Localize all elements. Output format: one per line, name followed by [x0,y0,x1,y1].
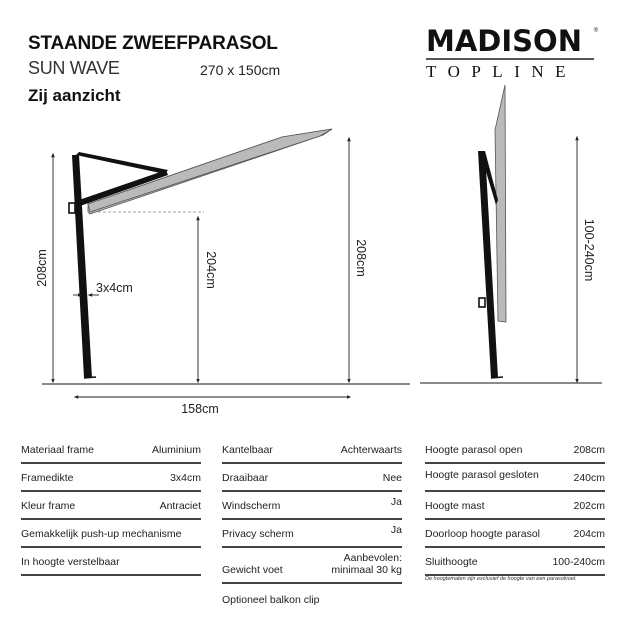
registered-mark: ® [593,28,598,34]
spec-value: Ja [390,524,402,536]
spec-row [222,492,402,520]
product-subtitle: SUN WAVE [28,58,120,78]
spec-label: Materiaal frame [21,444,94,456]
arm-top [76,152,168,174]
spec-label: Hoogte parasol gesloten [425,469,539,481]
spec-label: Sluithoogte [425,556,478,568]
closed-mast [478,151,498,378]
dim-clearance-label: 204cm [204,251,218,289]
spec-row [425,548,605,576]
product-size: 270 x 150cm [200,62,281,78]
spec-label: Kleur frame [21,500,76,512]
closed-parasol [478,85,506,378]
spec-label: Optioneel balkon clip [222,594,320,606]
brand-line: TOPLINE [426,61,578,81]
spec-value-line1: Aanbevolen: [343,552,402,564]
spec-value: 100-240cm [552,556,605,568]
view-label: Zij aanzicht [28,86,121,105]
spec-label: Hoogte mast [425,500,485,512]
specs-column-2 [222,436,402,612]
spec-row [21,464,201,492]
spec-value: Achterwaarts [340,444,402,456]
dim-thickness-label: 3x4cm [96,281,133,295]
spec-value: 204cm [573,528,605,540]
spec-row [222,436,402,464]
spec-value: 202cm [573,500,605,512]
specs-column-3 [425,436,605,576]
spec-label: Gewicht voet [222,564,283,576]
dim-height-right-label: 208cm [354,239,368,277]
spec-row [21,520,201,548]
spec-row [425,520,605,548]
spec-label: Windscherm [222,500,281,512]
spec-row [425,492,605,520]
spec-label: Doorloop hoogte parasol [425,528,540,540]
brand-name: MADISON [426,24,582,58]
spec-label: Hoogte parasol open [425,444,523,456]
spec-row [222,464,402,492]
spec-label: In hoogte verstelbaar [21,556,120,568]
spec-row [21,492,201,520]
spec-value: Aluminium [151,444,201,456]
closed-canopy [495,85,506,322]
spec-value: Ja [390,496,402,508]
dim-closed-height-label: 100-240cm [582,218,596,282]
spec-label: Gemakkelijk push-up mechanisme [21,528,182,540]
spec-row [222,584,402,612]
spec-row [222,548,402,584]
spec-value-line2: minimaal 30 kg [331,564,402,576]
spec-row [425,464,605,492]
spec-value: Antraciet [159,500,201,512]
product-title: STAANDE ZWEEFPARASOL [28,33,278,54]
spec-label: Kantelbaar [222,444,273,456]
dim-width-label: 158cm [181,402,219,416]
spec-value: 3x4cm [170,472,201,484]
spec-value: 208cm [573,444,605,456]
spec-value [331,552,402,576]
spec-row [222,520,402,548]
specs-column-1 [21,436,201,576]
spec-value: Nee [382,472,402,484]
spec-label: Framedikte [21,472,74,484]
spec-row [21,548,201,576]
open-parasol [69,129,332,378]
bracket [69,203,75,213]
spec-row [425,436,605,464]
spec-label: Draaibaar [222,472,269,484]
spec-value: 240cm [573,472,605,484]
spec-label: Privacy scherm [222,528,294,540]
mast [72,155,92,378]
closed-bracket [479,298,485,307]
dim-height-left-label: 208cm [35,249,49,287]
footnote: De hoogtematen zijn exclusief de hoogte van een parasolvoet. [425,576,577,582]
spec-row [21,436,201,464]
